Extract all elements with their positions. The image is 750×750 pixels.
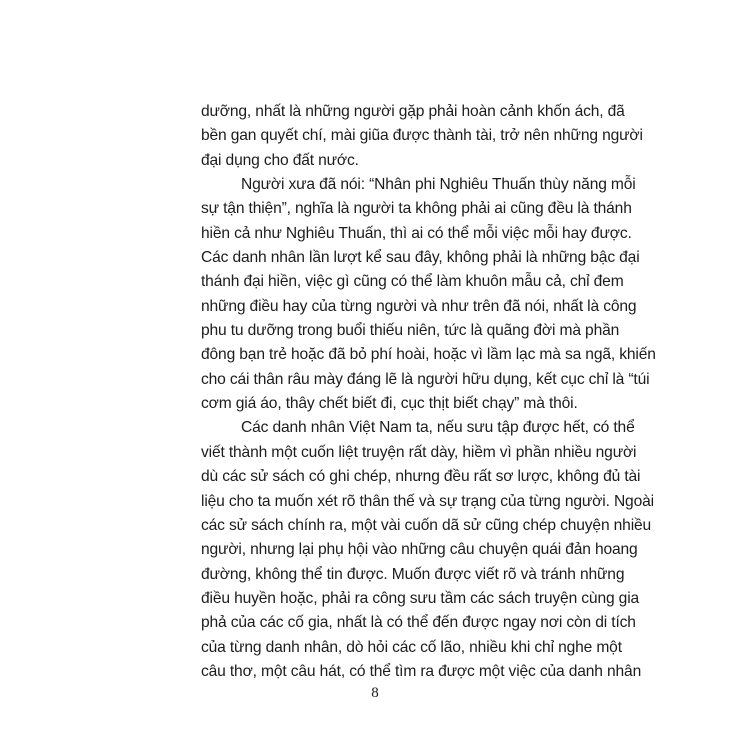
text-line: của từng danh nhân, dò hỏi các cố lão, nhiều khi chỉ nghe một xyxy=(201,638,622,656)
text-line: những điều hay của từng người và như trên đã nói, nhất là công xyxy=(201,297,637,315)
text-line: bền gan quyết chí, mài giũa được thành tài, trở nên những người xyxy=(201,127,643,145)
text-line: cơm giá áo, thây chết biết đi, cục thịt biết chạy” mà thôi. xyxy=(201,395,578,413)
text-line: Người xưa đã nói: “Nhân phi Nghiêu Thuấn thùy năng mỗi xyxy=(241,176,636,194)
body-text xyxy=(201,100,656,684)
paragraph xyxy=(201,100,643,173)
text-line: phu tu dưỡng trong buổi thiếu niên, tức là quãng đời mà phần xyxy=(201,322,620,340)
text-line: phả của các cố gia, nhất là có thể đến được ngay nơi còn di tích xyxy=(201,614,636,632)
text-line: hiền cả như Nghiêu Thuấn, thì ai có thể mỗi việc mỗi hay được. xyxy=(201,224,632,242)
text-line: các sử sách chính ra, một vài cuốn dã sử cũng chép chuyện nhiều xyxy=(201,516,652,534)
paragraph xyxy=(201,416,654,684)
text-line: câu thơ, một câu hát, có thể tìm ra được một việc của danh nhân xyxy=(201,662,642,680)
text-line: người, nhưng lại phụ hội vào những câu chuyện quái đản hoang xyxy=(201,541,638,559)
text-line: sự tận thiện”, nghĩa là người ta không phải ai cũng đều là thánh xyxy=(201,200,632,218)
text-line: liệu cho ta muốn xét rõ thân thế và sự trạng của từng người. Ngoài xyxy=(201,492,654,510)
text-line: điều huyền hoặc, phải ra công sưu tầm các sách truyện cùng gia xyxy=(201,589,640,607)
text-line: dù các sử sách có ghi chép, nhưng đều rất sơ lược, không đủ tài xyxy=(201,468,641,486)
text-line: Các danh nhân Việt Nam ta, nếu sưu tập được hết, có thể xyxy=(241,419,635,437)
text-line: thánh đại hiền, việc gì cũng có thể làm khuôn mẫu cả, chỉ đem xyxy=(201,273,624,291)
text-line: Các danh nhân lần lượt kể sau đây, không phải là những bậc đại xyxy=(201,249,640,267)
text-line: viết thành một cuốn liệt truyện rất dày, hiềm vì phần nhiều người xyxy=(201,443,637,461)
paragraph xyxy=(201,173,656,416)
text-line: đại dụng cho đất nước. xyxy=(201,151,359,169)
text-line: đường, không thể tin được. Muốn được viết rõ và tránh những xyxy=(201,565,625,583)
text-line: cho cái thân râu mày đáng lẽ là người hữu dụng, kết cục chỉ là “túi xyxy=(201,370,650,388)
text-line: dưỡng, nhất là những người gặp phải hoàn cảnh khốn ách, đã xyxy=(201,103,625,120)
page-number: 8 xyxy=(371,685,379,701)
text-line: đông bạn trẻ hoặc đã bỏ phí hoài, hoặc vì lầm lạc mà sa ngã, khiến xyxy=(201,346,656,364)
